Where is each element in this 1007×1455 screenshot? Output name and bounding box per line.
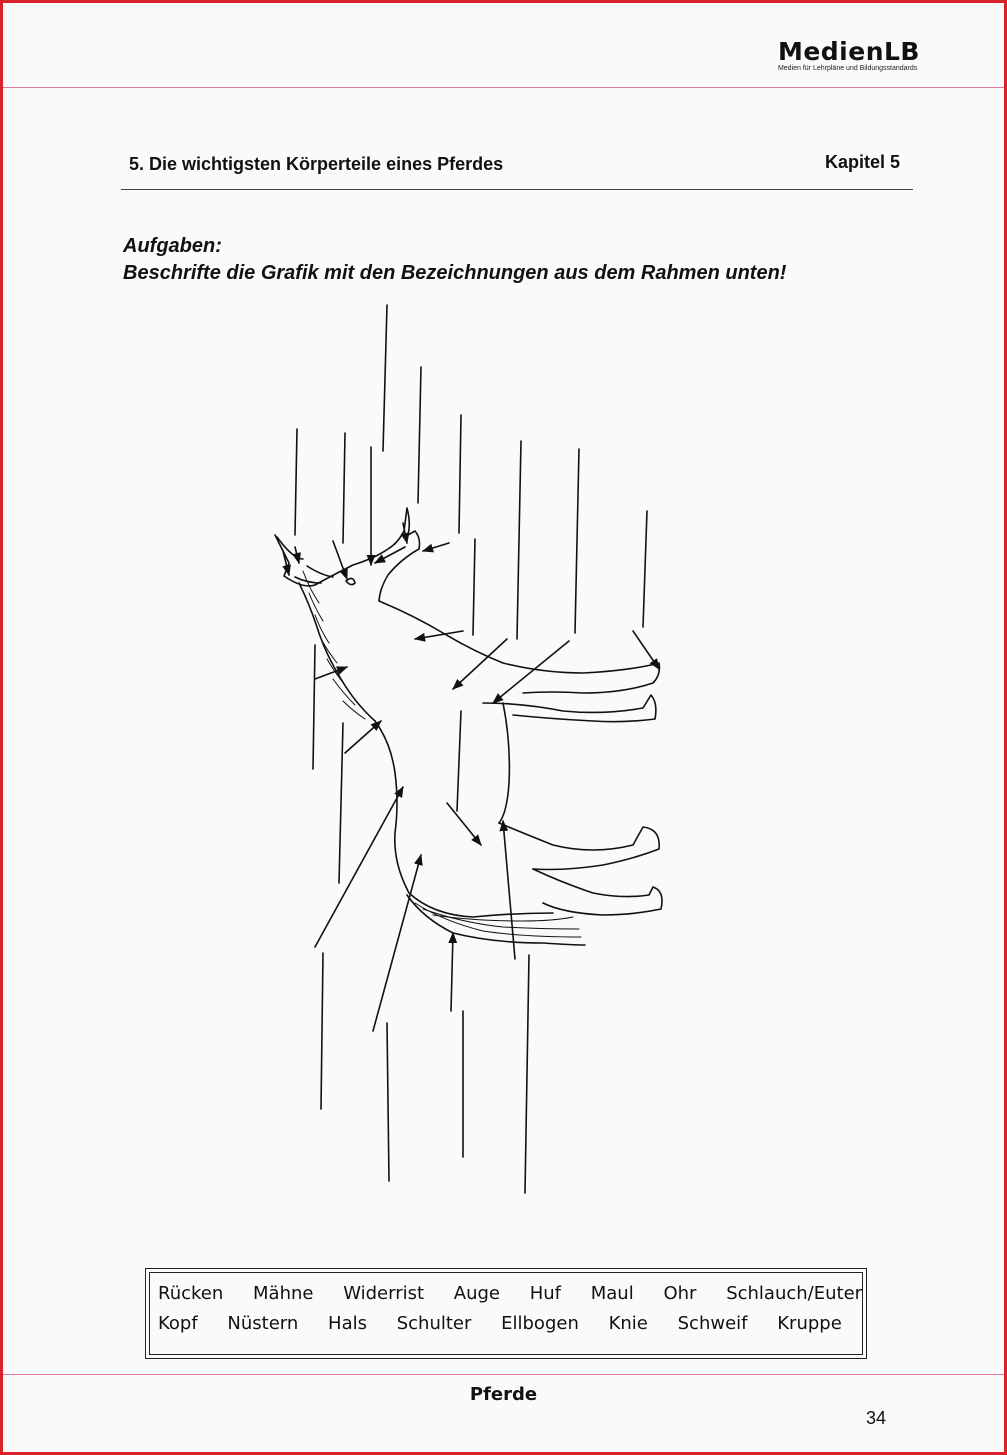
word-bank-row-1: [158, 1279, 862, 1309]
page-title: 5. Die wichtigsten Körperteile eines Pferdes: [129, 154, 504, 174]
word-huf: Huf: [529, 1283, 562, 1304]
logo-name: MedienLB: [777, 37, 920, 66]
word-widerrist: Widerrist: [343, 1283, 425, 1304]
word-bank-box: [145, 1268, 867, 1359]
word-ellbogen: Ellbogen: [501, 1313, 579, 1334]
label-lines: [283, 305, 659, 1193]
word-schlauch-euter: Schlauch/Euter: [726, 1283, 863, 1304]
word-nuestern: Nüstern: [227, 1313, 299, 1334]
horse-outline: [275, 508, 662, 945]
footer-label: Pferde: [469, 1384, 538, 1405]
word-bank-row-2: [158, 1309, 862, 1339]
word-ruecken: Rücken: [158, 1283, 224, 1304]
page-number: 34: [865, 1408, 886, 1428]
logo-tagline: Medien für Lehrpläne und Bildungsstandards: [777, 65, 918, 72]
word-ohr: Ohr: [663, 1283, 697, 1304]
chapter-label: Kapitel 5: [824, 152, 900, 172]
horse-diagram: [3, 3, 1004, 1452]
task-heading: Aufgaben:: [123, 235, 222, 257]
footer-divider: [3, 1374, 1004, 1375]
word-kruppe: Kruppe: [777, 1313, 842, 1334]
word-knie: Knie: [608, 1313, 648, 1334]
word-auge: Auge: [453, 1283, 500, 1304]
word-schulter: Schulter: [396, 1313, 472, 1334]
word-kopf: Kopf: [158, 1313, 198, 1334]
word-maehne: Mähne: [253, 1283, 314, 1304]
word-maul: Maul: [590, 1283, 634, 1304]
word-schweif: Schweif: [677, 1313, 748, 1334]
task-instruction: Beschrifte die Grafik mit den Bezeichnungen aus dem Rahmen unten!: [123, 262, 787, 284]
word-hals: Hals: [328, 1313, 367, 1334]
